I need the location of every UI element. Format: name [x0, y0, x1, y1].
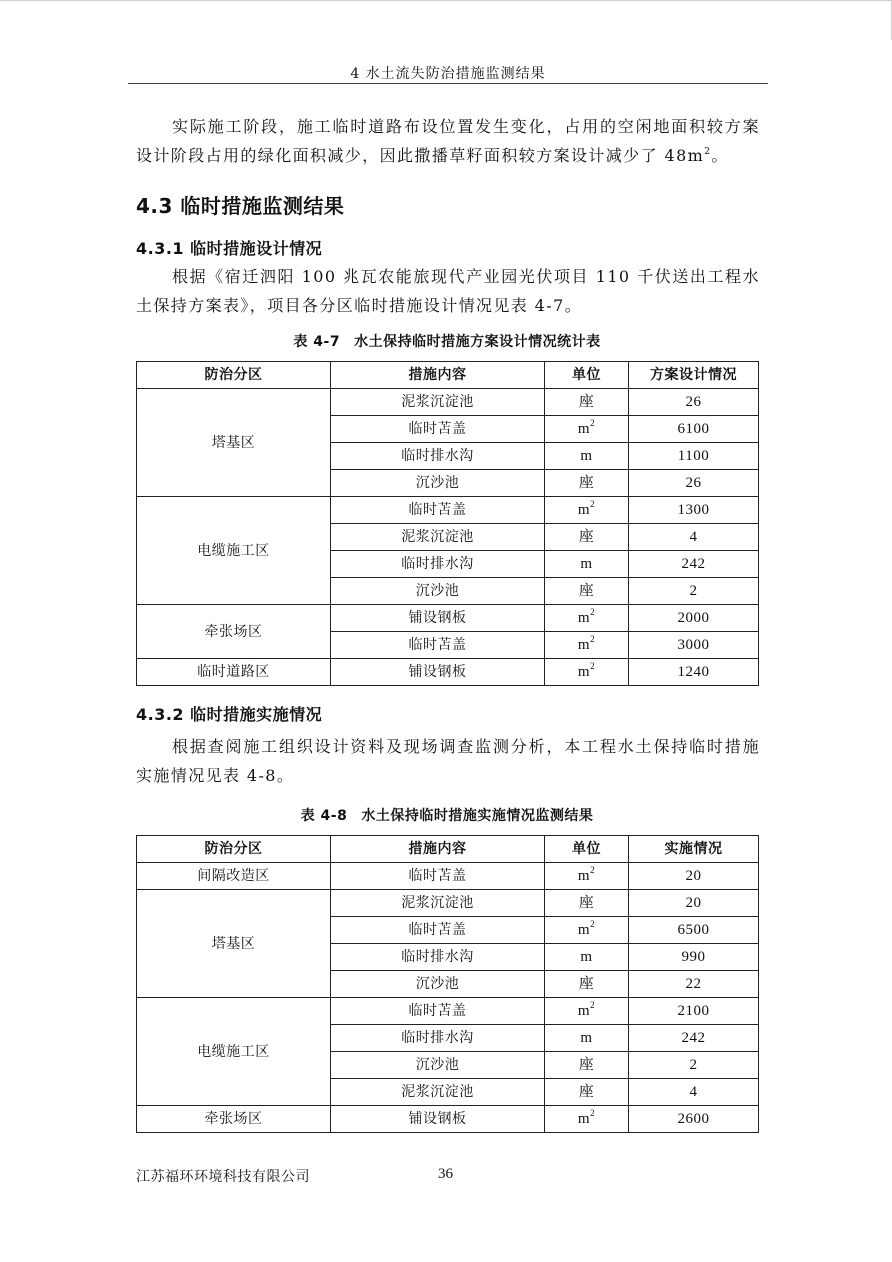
- intro-text: 实际施工阶段，施工临时道路布设位置发生变化，占用的空闲地面积较方案设计阶段占用的绿化面积减少，因此撒播草籽面积较方案设计减少了 48m: [136, 117, 760, 165]
- header-cell: 实施情况: [629, 836, 759, 863]
- unit-cell: [545, 659, 629, 686]
- unit-text: 座: [578, 529, 595, 545]
- value-cell: 2: [629, 578, 759, 605]
- measure-cell: 泥浆沉淀池: [331, 389, 545, 416]
- header-cell: 单位: [545, 362, 629, 389]
- measure-cell: 临时苫盖: [331, 497, 545, 524]
- unit-cell: [545, 971, 629, 998]
- value-cell: 2100: [629, 998, 759, 1025]
- value-cell: 1300: [629, 497, 759, 524]
- measure-cell: 铺设钢板: [331, 1106, 545, 1133]
- header-cell: 措施内容: [331, 362, 545, 389]
- unit-text: m: [580, 949, 593, 965]
- table-header-row: [137, 362, 759, 389]
- measure-cell: 沉沙池: [331, 971, 545, 998]
- value-cell: 6100: [629, 416, 759, 443]
- unit-superscript: 2: [590, 1000, 596, 1010]
- zone-cell: 临时道路区: [137, 659, 331, 686]
- unit-cell: [545, 416, 629, 443]
- section-4-3-2-paragraph: 根据查阅施工组织设计资料及现场调查监测分析，本工程水土保持临时措施实施情况见表 4-8。: [136, 737, 760, 785]
- page-number: 36: [438, 1166, 453, 1182]
- unit-text: m: [577, 1111, 591, 1127]
- unit-text: m: [577, 922, 591, 938]
- value-cell: 4: [629, 1079, 759, 1106]
- unit-cell: [545, 863, 629, 890]
- measure-cell: 沉沙池: [331, 470, 545, 497]
- unit-cell: [545, 578, 629, 605]
- footer-company: 江苏福环环境科技有限公司: [136, 1169, 310, 1185]
- unit-cell: [545, 1025, 629, 1052]
- unit-superscript: 2: [590, 1108, 596, 1118]
- unit-superscript: 2: [590, 499, 596, 509]
- unit-cell: [545, 917, 629, 944]
- unit-cell: [545, 389, 629, 416]
- unit-text: m: [580, 556, 593, 572]
- unit-cell: [545, 443, 629, 470]
- section-4-3-title: 4.3 临时措施监测结果: [136, 194, 345, 218]
- unit-text: m: [577, 502, 591, 518]
- measure-cell: 沉沙池: [331, 1052, 545, 1079]
- measure-cell: 沉沙池: [331, 578, 545, 605]
- measure-cell: 铺设钢板: [331, 605, 545, 632]
- value-cell: 2600: [629, 1106, 759, 1133]
- intro-paragraph: [136, 112, 760, 170]
- table-header-row: [137, 836, 759, 863]
- unit-text: m: [577, 664, 591, 680]
- measure-cell: 临时排水沟: [331, 551, 545, 578]
- unit-cell: [545, 551, 629, 578]
- unit-superscript: 2: [590, 607, 596, 617]
- table-4-8-caption-title: 水土保持临时措施实施情况监测结果: [361, 808, 594, 824]
- unit-superscript: 2: [590, 865, 596, 875]
- value-cell: 26: [629, 470, 759, 497]
- unit-text: 座: [578, 583, 595, 599]
- value-cell: 242: [629, 1025, 759, 1052]
- value-cell: 22: [629, 971, 759, 998]
- unit-text: 座: [578, 976, 595, 992]
- running-header: 4 水土流失防治措施监测结果: [350, 66, 546, 82]
- table-row: [137, 1106, 759, 1133]
- unit-text: m: [577, 868, 591, 884]
- value-cell: 20: [629, 863, 759, 890]
- measure-cell: 临时苫盖: [331, 998, 545, 1025]
- section-4-3-1-title: 4.3.1 临时措施设计情况: [136, 239, 323, 258]
- unit-superscript: 2: [590, 661, 596, 671]
- value-cell: 26: [629, 389, 759, 416]
- header-cell: 措施内容: [331, 836, 545, 863]
- unit-text: m: [577, 610, 591, 626]
- unit-text: 座: [578, 1084, 595, 1100]
- measure-cell: 临时排水沟: [331, 1025, 545, 1052]
- scan-edge-line: [0, 0, 892, 1]
- table-4-7-caption-no: 表 4-7: [293, 334, 341, 350]
- unit-text: 座: [578, 394, 595, 410]
- unit-cell: [545, 998, 629, 1025]
- measure-cell: 临时苫盖: [331, 632, 545, 659]
- table-row: [137, 890, 759, 917]
- measure-cell: 临时排水沟: [331, 443, 545, 470]
- table-4-7: [136, 361, 759, 686]
- zone-cell: 电缆施工区: [137, 998, 331, 1106]
- unit-text: m: [580, 448, 593, 464]
- unit-cell: [545, 1079, 629, 1106]
- unit-cell: [545, 497, 629, 524]
- table-4-8: [136, 835, 759, 1133]
- unit-cell: [545, 524, 629, 551]
- header-cell: 方案设计情况: [629, 362, 759, 389]
- zone-cell: 牵张场区: [137, 605, 331, 659]
- measure-cell: 临时苫盖: [331, 863, 545, 890]
- value-cell: 20: [629, 890, 759, 917]
- value-cell: 1100: [629, 443, 759, 470]
- unit-superscript: 2: [590, 919, 596, 929]
- measure-cell: 铺设钢板: [331, 659, 545, 686]
- header-cell: 单位: [545, 836, 629, 863]
- value-cell: 4: [629, 524, 759, 551]
- value-cell: 3000: [629, 632, 759, 659]
- unit-superscript: 2: [590, 634, 596, 644]
- zone-cell: 塔基区: [137, 389, 331, 497]
- unit-text: m: [577, 637, 591, 653]
- header-cell: 防治分区: [137, 362, 331, 389]
- unit-cell: [545, 605, 629, 632]
- unit-text: 座: [578, 895, 595, 911]
- unit-text: 座: [578, 475, 595, 491]
- table-row: [137, 605, 759, 632]
- measure-cell: 临时苫盖: [331, 416, 545, 443]
- table-row: [137, 389, 759, 416]
- unit-cell: [545, 470, 629, 497]
- table-row: [137, 497, 759, 524]
- measure-cell: 泥浆沉淀池: [331, 890, 545, 917]
- unit-cell: [545, 890, 629, 917]
- table-4-7-caption-title: 水土保持临时措施方案设计情况统计表: [354, 334, 601, 350]
- table-row: [137, 998, 759, 1025]
- unit-text: m: [577, 1003, 591, 1019]
- header-cell: 防治分区: [137, 836, 331, 863]
- zone-cell: 间隔改造区: [137, 863, 331, 890]
- measure-cell: 临时排水沟: [331, 944, 545, 971]
- unit-cell: [545, 1106, 629, 1133]
- value-cell: 2: [629, 1052, 759, 1079]
- table-4-8-caption-no: 表 4-8: [300, 808, 348, 824]
- value-cell: 1240: [629, 659, 759, 686]
- unit-cell: [545, 1052, 629, 1079]
- table-row: [137, 863, 759, 890]
- unit-superscript: 2: [590, 418, 596, 428]
- table-row: [137, 659, 759, 686]
- value-cell: 6500: [629, 917, 759, 944]
- measure-cell: 泥浆沉淀池: [331, 1079, 545, 1106]
- zone-cell: 牵张场区: [137, 1106, 331, 1133]
- value-cell: 2000: [629, 605, 759, 632]
- unit-text: 座: [578, 1057, 595, 1073]
- section-4-3-1-paragraph: 根据《宿迁泗阳 100 兆瓦农能旅现代产业园光伏项目 110 千伏送出工程水土保持方案表》，项目各分区临时措施设计情况见表 4-7。: [136, 267, 760, 315]
- value-cell: 242: [629, 551, 759, 578]
- zone-cell: 电缆施工区: [137, 497, 331, 605]
- measure-cell: 临时苫盖: [331, 917, 545, 944]
- table-4-8-caption: [136, 805, 758, 825]
- section-4-3-2-title: 4.3.2 临时措施实施情况: [136, 705, 323, 724]
- unit-text: m: [580, 1030, 593, 1046]
- value-cell: 990: [629, 944, 759, 971]
- unit-text: m: [577, 421, 591, 437]
- zone-cell: 塔基区: [137, 890, 331, 998]
- table-4-7-caption: [136, 331, 758, 351]
- unit-cell: [545, 632, 629, 659]
- unit-cell: [545, 944, 629, 971]
- measure-cell: 泥浆沉淀池: [331, 524, 545, 551]
- header-rule: [128, 83, 768, 84]
- intro-sup: 2: [704, 146, 712, 157]
- intro-end: 。: [711, 146, 729, 165]
